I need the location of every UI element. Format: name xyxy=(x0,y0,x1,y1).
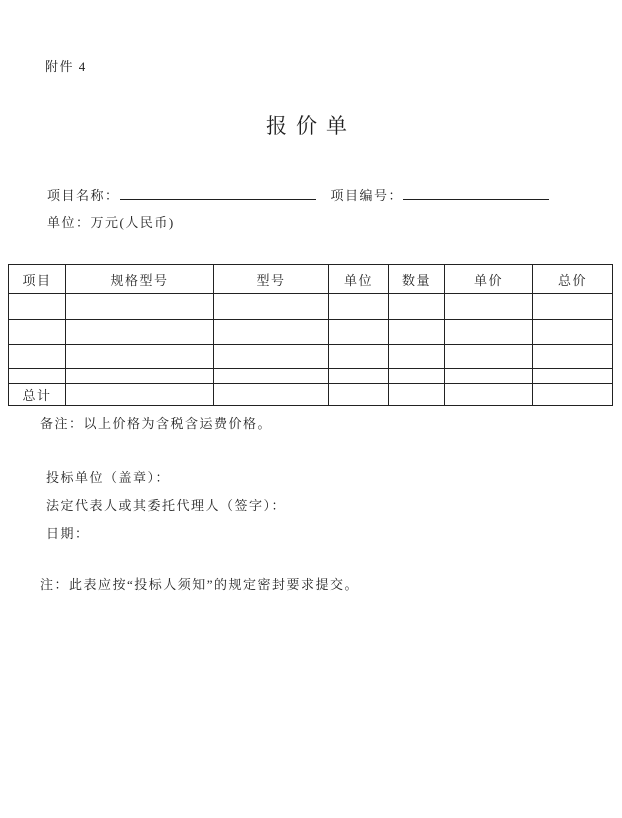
header-unit: 单位 xyxy=(329,265,389,294)
empty-cell xyxy=(66,294,214,320)
signature-block xyxy=(46,464,286,548)
total-label-cell: 总计 xyxy=(9,384,66,406)
empty-cell xyxy=(389,345,445,369)
header-unit-price: 单价 xyxy=(445,265,533,294)
empty-cell xyxy=(445,294,533,320)
project-fields-row xyxy=(47,185,549,204)
table-empty-row xyxy=(9,320,613,345)
empty-cell xyxy=(445,369,533,384)
empty-cell xyxy=(214,320,329,345)
empty-cell xyxy=(389,369,445,384)
currency-unit-label: 单位：万元(人民币) xyxy=(47,215,175,230)
header-item: 项目 xyxy=(9,265,66,294)
legal-representative-label: 法定代表人或其委托代理人（签字）： xyxy=(46,498,287,513)
table-total-row xyxy=(9,384,613,406)
table-empty-row xyxy=(9,345,613,369)
project-name-blank xyxy=(120,185,316,200)
empty-cell xyxy=(214,294,329,320)
empty-cell xyxy=(9,345,66,369)
quotation-table xyxy=(8,264,613,406)
empty-cell xyxy=(66,369,214,384)
empty-cell xyxy=(445,384,533,406)
table-header-row xyxy=(9,265,613,294)
empty-cell xyxy=(329,384,389,406)
empty-cell xyxy=(66,384,214,406)
project-name-label: 项目名称： xyxy=(47,188,120,203)
empty-cell xyxy=(533,345,613,369)
empty-cell xyxy=(389,320,445,345)
attachment-label: 附件 4 xyxy=(45,59,87,74)
empty-cell xyxy=(66,345,214,369)
empty-cell xyxy=(533,369,613,384)
empty-cell xyxy=(329,294,389,320)
header-spec: 规格型号 xyxy=(66,265,214,294)
table-empty-row xyxy=(9,294,613,320)
page-title: 报价单 xyxy=(266,114,356,138)
empty-cell xyxy=(533,294,613,320)
header-total-price: 总价 xyxy=(533,265,613,294)
empty-cell xyxy=(533,384,613,406)
empty-cell xyxy=(329,345,389,369)
remark-note: 备注：以上价格为含税含运费价格。 xyxy=(40,416,273,431)
header-quantity: 数量 xyxy=(389,265,445,294)
empty-cell xyxy=(329,320,389,345)
empty-cell xyxy=(66,320,214,345)
project-code-blank xyxy=(403,185,549,200)
table-empty-row-thin xyxy=(9,369,613,384)
empty-cell xyxy=(533,320,613,345)
empty-cell xyxy=(214,369,329,384)
empty-cell xyxy=(9,294,66,320)
project-code-label: 项目编号： xyxy=(330,188,404,203)
empty-cell xyxy=(445,320,533,345)
submission-footnote: 注：此表应按“投标人须知”的规定密封要求提交。 xyxy=(40,577,360,592)
empty-cell xyxy=(329,369,389,384)
empty-cell xyxy=(214,345,329,369)
empty-cell xyxy=(445,345,533,369)
bidder-seal-label: 投标单位（盖章）： xyxy=(46,470,171,485)
empty-cell xyxy=(389,294,445,320)
empty-cell xyxy=(9,320,66,345)
header-model: 型号 xyxy=(214,265,329,294)
empty-cell xyxy=(214,384,329,406)
empty-cell xyxy=(389,384,445,406)
date-label: 日期： xyxy=(46,526,90,541)
empty-cell xyxy=(9,369,66,384)
